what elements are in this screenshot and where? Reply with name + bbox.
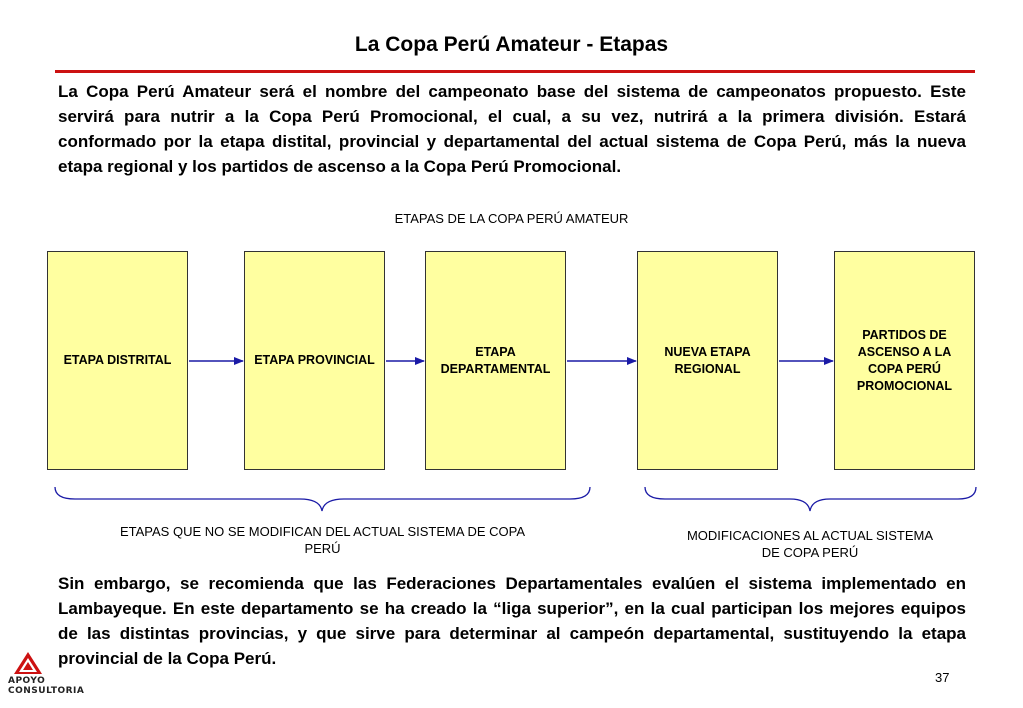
stage-label: NUEVA ETAPA REGIONAL	[664, 344, 751, 376]
stage-label: ETAPA PROVINCIAL	[254, 353, 375, 367]
logo-text-apoyo: APOYO	[8, 676, 46, 686]
page-number: 37	[935, 670, 950, 685]
logo-text-consultoria: CONSULTORIA	[8, 686, 85, 696]
stage-label: ETAPA DEPARTAMENTAL	[440, 344, 551, 376]
stage-label: ETAPA DISTRITAL	[63, 353, 172, 367]
group-caption-unchanged: ETAPAS QUE NO SE MODIFICAN DEL ACTUAL SISTEMA DE COPA PERÚ	[119, 524, 525, 556]
brace-left	[55, 487, 590, 511]
intro-paragraph: La Copa Perú Amateur será el nombre del campeonato base del sistema de campeonatos propuesto. Este servirá para nutrir a la Copa Perú Promocional, el cual, a su vez, nutrirá a la primera división. Estará conformado por la etapa distital, provincial y departamental del actual sistema de Copa Perú, más la nueva etapa regional y los partidos de ascenso a la Copa Perú Promocional.	[58, 82, 966, 176]
diagram-title: ETAPAS DE LA COPA PERÚ AMATEUR	[394, 211, 629, 226]
stage-label: PARTIDOS DE ASCENSO A LA COPA PERÚ PROMOCIONAL	[856, 327, 953, 393]
page-title: La Copa Perú Amateur - Etapas	[354, 33, 669, 56]
group-caption-modifications: MODIFICACIONES AL ACTUAL SISTEMA DE COPA PERÚ	[686, 528, 934, 560]
conclusion-paragraph: Sin embargo, se recomienda que las Federaciones Departamentales evalúen el sistema implementado en Lambayeque. En este departamento se ha creado la “liga superior”, en la cual participan los mejores equipos de las distintas provincias, y que sirve para determinar al campeón departamental, sustituyendo la etapa provincial de la Copa Perú.	[58, 574, 966, 668]
brace-right	[645, 487, 976, 511]
